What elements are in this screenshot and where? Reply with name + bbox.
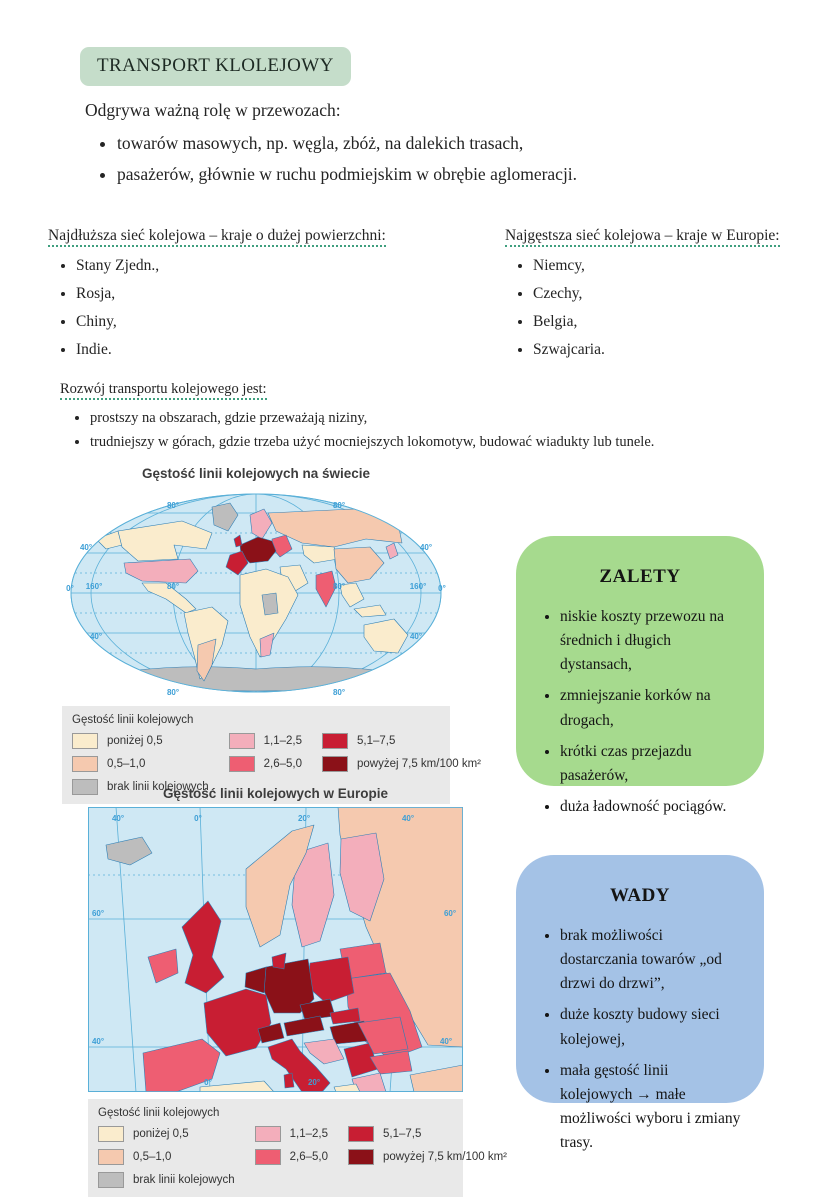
world-map-section: [62, 466, 481, 804]
legend-title: Gęstość linii kolejowych: [72, 714, 194, 726]
legend-swatch: [322, 756, 348, 772]
legend-swatch: [98, 1149, 124, 1165]
intro-section: [85, 99, 755, 195]
list-item: • Chiny,: [76, 313, 458, 331]
legend-item: [322, 756, 481, 772]
legend-item: [98, 1149, 235, 1165]
graticule-label: 80°: [166, 582, 180, 591]
graticule-label: 40°: [439, 1037, 453, 1046]
graticule-label: 40°: [401, 814, 415, 823]
graticule-label: 40°: [409, 632, 423, 641]
disadvantages-title: WADY: [609, 885, 671, 906]
legend-swatch: [348, 1126, 374, 1142]
graticule-label: 40°: [89, 632, 103, 641]
legend-item: [322, 733, 481, 749]
column-longest-network: [48, 224, 458, 369]
development-section: [60, 379, 800, 458]
graticule-label: 0°: [66, 584, 74, 593]
legend-item: [72, 756, 209, 772]
legend-item: [98, 1172, 235, 1188]
development-heading: Rozwój transportu kolejowego jest:: [60, 381, 267, 400]
world-map: [62, 487, 450, 699]
legend-label: 0,5–1,0: [107, 758, 146, 770]
list-item: • zmniejszanie korków na drogach,: [560, 684, 742, 732]
legend-swatch: [98, 1172, 124, 1188]
graticule-label: 160°: [85, 582, 103, 591]
legend-label: powyżej 7,5 km/100 km²: [357, 758, 481, 770]
legend-swatch: [255, 1126, 281, 1142]
legend-swatch: [322, 733, 348, 749]
legend-label: brak linii kolejowych: [107, 781, 209, 793]
graticule-label: 160°: [409, 582, 427, 591]
graticule-label: 80°: [166, 688, 180, 697]
legend-swatch: [72, 733, 98, 749]
page-title: TRANSPORT KLOLEJOWY: [80, 47, 351, 86]
legend-label: 5,1–7,5: [357, 735, 396, 747]
list-item: • niskie koszty przewozu na średnich i długich dystansach,: [560, 605, 742, 677]
graticule-label: 20°: [297, 814, 311, 823]
legend-label: 0,5–1,0: [133, 1151, 172, 1163]
legend-label: 2,6–5,0: [263, 758, 302, 770]
graticule-label: 40°: [419, 543, 433, 552]
graticule-label: 40°: [79, 543, 93, 552]
list-item: • duże koszty budowy sieci kolejowej,: [560, 1003, 742, 1051]
legend-swatch: [72, 756, 98, 772]
legend-label: 1,1–2,5: [263, 735, 302, 747]
list-item: • krótki czas przejazdu pasażerów,: [560, 740, 742, 788]
list-item: • towarów masowych, np. węgla, zbóż, na dalekich trasach,: [117, 132, 755, 156]
graticule-label: 0°: [204, 1078, 212, 1087]
country-list: [48, 257, 458, 359]
world-map-title: Gęstość linii kolejowych na świecie: [141, 466, 371, 481]
graticule-label: 40°: [91, 1037, 105, 1046]
column-heading: Najdłuższa sieć kolejowa – kraje o dużej powierzchni:: [48, 227, 386, 247]
region-antarctica: [114, 667, 398, 691]
intro-list: [85, 132, 755, 187]
graticule-label: 60°: [443, 909, 457, 918]
legend-item: [98, 1126, 235, 1142]
advantages-card: [516, 536, 764, 815]
legend-swatch: [255, 1149, 281, 1165]
graticule-label: 0°: [194, 814, 202, 823]
list-item: • Belgia,: [533, 313, 815, 331]
list-item: • Stany Zjedn.,: [76, 257, 458, 275]
list-item: • prostszy na obszarach, gdzie przeważają niziny,: [90, 410, 800, 427]
column-densest-network: [505, 224, 815, 369]
disadvantages-card: [516, 855, 764, 1151]
list-item: • Czechy,: [533, 285, 815, 303]
region-new-zealand: [412, 651, 420, 665]
legend-item: [255, 1149, 328, 1165]
legend-swatch: [348, 1149, 374, 1165]
graticule-label: 80°: [332, 688, 346, 697]
legend-label: powyżej 7,5 km/100 km²: [383, 1151, 507, 1163]
development-list: [60, 410, 800, 451]
legend-swatch: [229, 756, 255, 772]
list-item: • Niemcy,: [533, 257, 815, 275]
europe-map-title: Gęstość linii kolejowych w Europie: [162, 786, 389, 801]
graticule-label: 80°: [166, 501, 180, 510]
list-item: • Indie.: [76, 341, 458, 359]
legend-label: 5,1–7,5: [383, 1128, 422, 1140]
region-africa-no-rail: [262, 593, 278, 615]
list-item: • Rosja,: [76, 285, 458, 303]
graticule-label: 40°: [111, 814, 125, 823]
graticule-label: 0°: [438, 584, 446, 593]
advantages-title: ZALETY: [599, 566, 681, 587]
graticule-label: 60°: [91, 909, 105, 918]
list-item: • trudniejszy w górach, gdzie trzeba użyć mocniejszych lokomotyw, budować wiadukty lub tunele.: [90, 434, 800, 451]
legend-title: Gęstość linii kolejowych: [98, 1107, 220, 1119]
legend-item: [348, 1126, 507, 1142]
list-item: • duża ładowność pociągów.: [560, 795, 742, 819]
list-item: • Szwajcaria.: [533, 341, 815, 359]
legend-label: brak linii kolejowych: [133, 1174, 235, 1186]
legend-swatch: [98, 1126, 124, 1142]
intro-lead: Odgrywa ważną rolę w przewozach:: [85, 100, 341, 120]
list-item: • mała gęstość linii kolejowych → małe możliwości wyboru i zmiany trasy.: [560, 1059, 742, 1155]
legend-item: [229, 756, 302, 772]
column-heading: Najgęstsza sieć kolejowa – kraje w Europie:: [505, 227, 780, 247]
legend-label: 1,1–2,5: [289, 1128, 328, 1140]
advantages-list: [538, 605, 742, 818]
list-item: • pasażerów, głównie w ruchu podmiejskim w obrębie aglomeracji.: [117, 163, 755, 187]
graticule-label: 20°: [307, 1078, 321, 1087]
region-sardinia: [284, 1073, 294, 1088]
legend-label: poniżej 0,5: [107, 735, 163, 747]
country-list: [505, 257, 815, 359]
legend-item: [348, 1149, 507, 1165]
legend-label: poniżej 0,5: [133, 1128, 189, 1140]
legend-item: [229, 733, 302, 749]
europe-map-section: [88, 786, 507, 1197]
graticule-label: 80°: [332, 582, 346, 591]
europe-map-legend: [88, 1099, 507, 1197]
disadvantages-list: [538, 924, 742, 1154]
europe-map: [88, 807, 463, 1092]
legend-swatch: [229, 733, 255, 749]
list-item: • brak możliwości dostarczania towarów „od drzwi do drzwi”,: [560, 924, 742, 996]
legend-item: [255, 1126, 328, 1142]
legend-label: 2,6–5,0: [289, 1151, 328, 1163]
legend-item: [72, 733, 209, 749]
graticule-label: 80°: [332, 501, 346, 510]
